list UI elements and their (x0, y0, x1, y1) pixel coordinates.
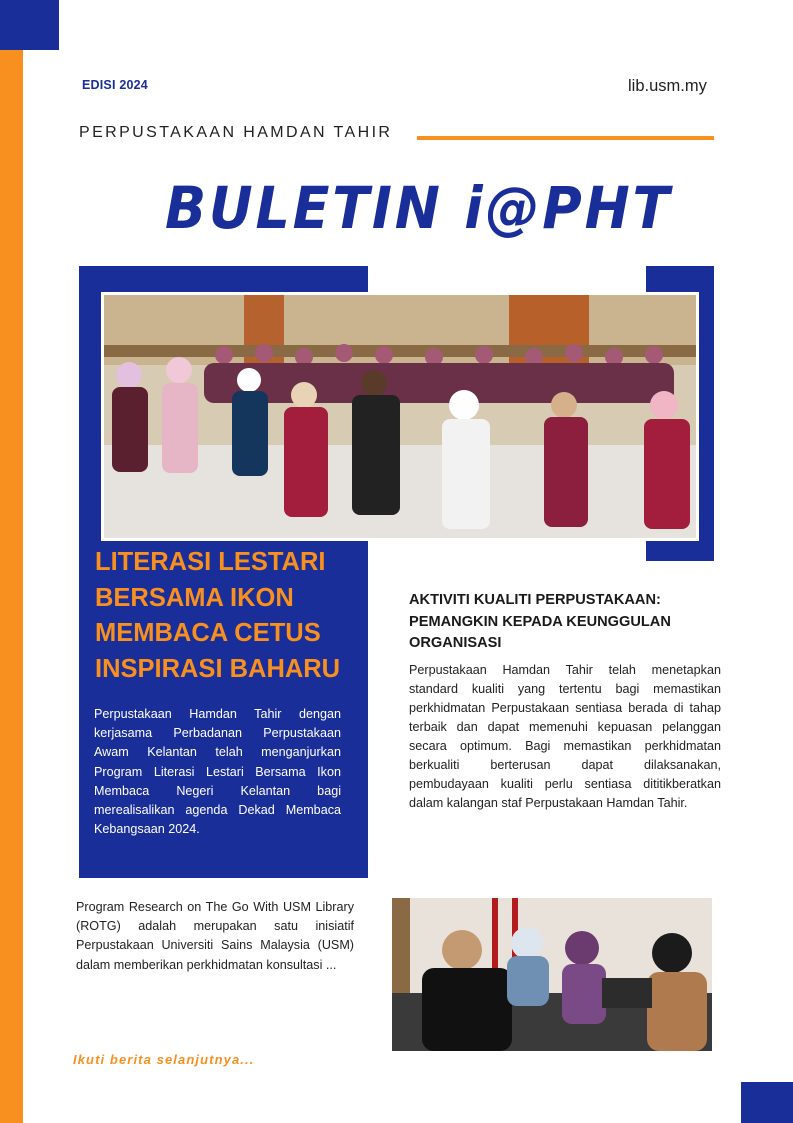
article-summary: Perpustakaan Hamdan Tahir telah menetapkan standard kualiti yang tertentu bagi memastikan perkhidmatan Perpustakaan sentiasa berada di tahap terbaik dan dapat memenuhi kepuasan pelanggan secara optimum. Bagi memastikan perkhidmatan berkualiti berterusan dapat dilaksanakan, pembudayaan kualiti perlu sentiasa dititikberatkan dalam kalangan staf Perpustakaan Hamdan Tahir. (409, 663, 721, 810)
rotg-summary: Program Research on The Go With USM Library (ROTG) adalah merupakan satu inisiatif Perpustakaan Universiti Sains Malaysia (USM) dalam memberikan perkhidmatan konsultasi ... (76, 900, 354, 972)
article-headline: AKTIVITI KUALITI PERPUSTAKAAN: PEMANGKIN KEPADA KEUNGGULAN ORGANISASI (409, 592, 671, 651)
consultation-photo (392, 898, 712, 1051)
group-photo (101, 292, 699, 541)
feature-summary: Perpustakaan Hamdan Tahir dengan kerjasama Perbadanan Perpustakaan Awam Kelantan telah menganjurkan Program Literasi Lestari Bersama Ikon Membaca Negeri Kelantan bagi merealisalikan agenda Dekad Membaca Kebangsaan 2024. (94, 707, 341, 837)
header-divider (417, 136, 714, 140)
library-name: PERPUSTAKAAN HAMDAN TAHIR (79, 124, 393, 141)
top-corner-block (0, 0, 59, 50)
feature-headline: LITERASI LESTARI BERSAMA IKON MEMBACA CETUS INSPIRASI BAHARU (95, 548, 341, 683)
edition-label: EDISI 2024 (82, 78, 148, 92)
masthead-title: BULETIN i@PHT (165, 174, 673, 242)
orange-side-bar (0, 0, 23, 1123)
bottom-corner-block (741, 1082, 793, 1123)
read-more-link[interactable]: Ikuti berita selanjutnya... (73, 1052, 255, 1067)
site-url[interactable]: lib.usm.my (628, 77, 707, 95)
